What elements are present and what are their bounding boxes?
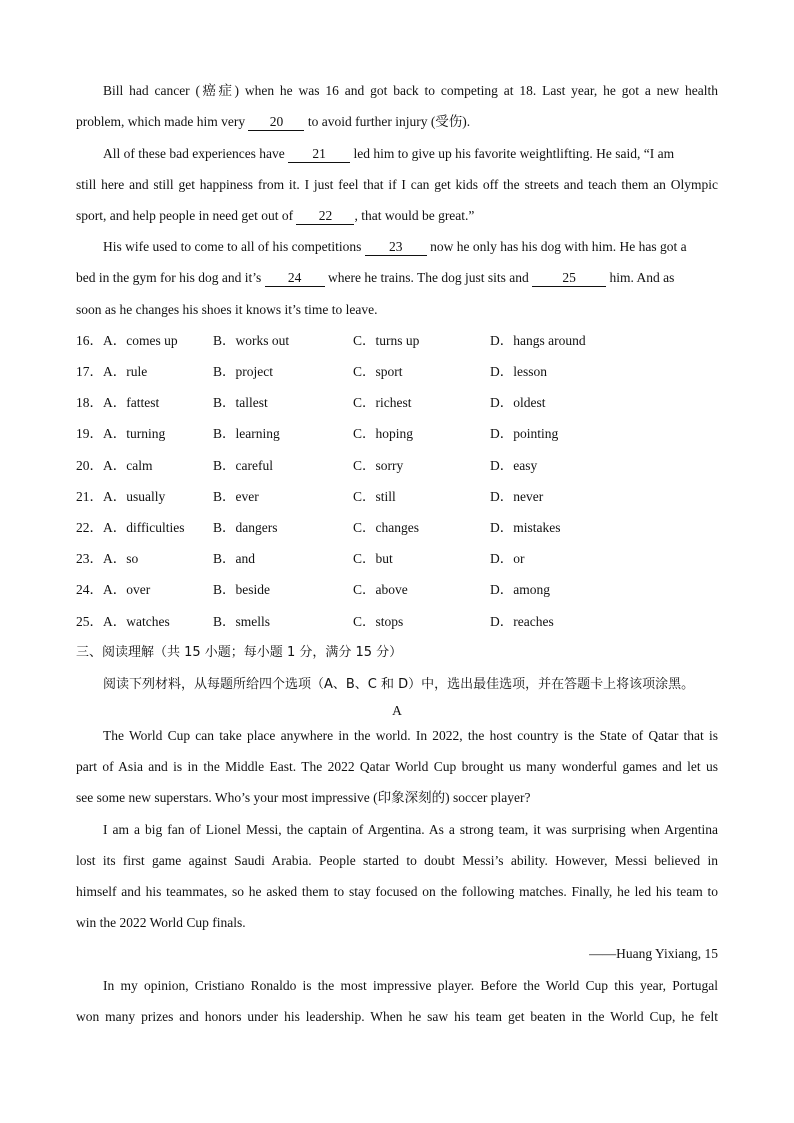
reading-line: [76, 851, 718, 871]
option-a[interactable]: 25．A．watches: [76, 614, 170, 629]
passage-line: [76, 300, 718, 320]
passage-text: to avoid further injury (受伤).: [304, 114, 471, 129]
option-a[interactable]: 22．A．difficulties: [76, 520, 185, 535]
blank-23: 23: [365, 239, 427, 256]
section-heading: 三、阅读理解（共 15 小题；每小题 1 分，满分 15 分）: [76, 645, 403, 660]
option-b[interactable]: B．learning: [213, 426, 280, 441]
option-c[interactable]: C．still: [353, 489, 396, 504]
passage-text: soon as he changes his shoes it knows it’s time to leave.: [76, 302, 378, 317]
option-a[interactable]: 16．A．comes up: [76, 333, 178, 348]
option-d[interactable]: D．pointing: [490, 426, 559, 441]
passage-text: problem, which made him very: [76, 114, 249, 129]
option-d[interactable]: D．lesson: [490, 364, 547, 379]
passage-text: still here and still get happiness from it. I just feel that if I can get kids off the streets and teach them an Olympic: [76, 177, 718, 192]
option-b[interactable]: B．careful: [213, 458, 273, 473]
reading-line: [103, 976, 718, 996]
passage-line: [103, 237, 718, 257]
option-b[interactable]: B．project: [213, 364, 273, 379]
option-c[interactable]: C．changes: [353, 520, 419, 535]
passage-text: His wife used to come to all of his competitions: [103, 239, 365, 254]
blank-22: 22: [296, 208, 354, 225]
reading-text: part of Asia and is in the Middle East. The 2022 Qatar World Cup brought us many wonderful games and let us: [76, 759, 718, 774]
reading-text: lost its first game against Saudi Arabia. People started to doubt Messi’s ability. However, Messi believed in: [76, 853, 718, 868]
reading-line: [103, 726, 718, 746]
passage-text: led him to give up his favorite weightlifting. He said, “I am: [350, 146, 675, 161]
option-b[interactable]: B．dangers: [213, 520, 278, 535]
reading-text: win the 2022 World Cup finals.: [76, 915, 246, 930]
option-b[interactable]: B．beside: [213, 582, 270, 597]
passage-text: him. And as: [606, 270, 675, 285]
author-signature: ——Huang Yixiang, 15: [589, 946, 718, 961]
option-a[interactable]: 21．A．usually: [76, 489, 166, 504]
option-d[interactable]: D．oldest: [490, 395, 546, 410]
reading-line: [76, 913, 718, 933]
option-c[interactable]: C．stops: [353, 614, 404, 629]
option-b[interactable]: B．works out: [213, 333, 290, 348]
reading-text: himself and his teammates, so he asked them to stay focused on the following matches. Finally, he led his team to: [76, 884, 718, 899]
option-c[interactable]: C．richest: [353, 395, 412, 410]
blank-25: 25: [532, 270, 606, 287]
option-a[interactable]: 19．A．turning: [76, 426, 166, 441]
option-c[interactable]: C．hoping: [353, 426, 414, 441]
reading-line: [76, 788, 718, 808]
passage-text: bed in the gym for his dog and it’s: [76, 270, 265, 285]
option-c[interactable]: C．above: [353, 582, 408, 597]
passage-line: [103, 81, 718, 101]
reading-text: won many prizes and honors under his leadership. When he saw his team get beaten in the World Cup, he felt: [76, 1009, 718, 1024]
reading-line: [76, 757, 718, 777]
blank-24: 24: [265, 270, 325, 287]
reading-text: I am a big fan of Lionel Messi, the captain of Argentina. As a strong team, it was surprising when Argentina: [103, 822, 718, 837]
passage-text: Bill had cancer (癌症) when he was 16 and got back to competing at 18. Last year, he got a new health: [103, 83, 718, 98]
option-d[interactable]: D．among: [490, 582, 550, 597]
part-label: A: [392, 703, 402, 718]
reading-line: [76, 882, 718, 902]
option-a[interactable]: 24．A．over: [76, 582, 151, 597]
option-b[interactable]: B．tallest: [213, 395, 268, 410]
reading-line: [76, 1007, 718, 1027]
option-b[interactable]: B．smells: [213, 614, 271, 629]
option-b[interactable]: B．ever: [213, 489, 259, 504]
option-a[interactable]: 17．A．rule: [76, 364, 148, 379]
reading-line: [103, 820, 718, 840]
reading-text: In my opinion, Cristiano Ronaldo is the most impressive player. Before the World Cup this year, Portugal: [103, 978, 718, 993]
option-d[interactable]: D．hangs around: [490, 333, 586, 348]
option-a[interactable]: 18．A．fattest: [76, 395, 160, 410]
passage-text: All of these bad experiences have: [103, 146, 289, 161]
section-instruction: 阅读下列材料，从每题所给四个选项（A、B、C 和 D）中，选出最佳选项，并在答题卡上将该项涂黑。: [103, 677, 695, 692]
passage-text: where he trains. The dog just sits and: [324, 270, 533, 285]
option-c[interactable]: C．turns up: [353, 333, 420, 348]
option-a[interactable]: 20．A．calm: [76, 458, 153, 473]
passage-line: [76, 206, 718, 226]
option-d[interactable]: D．reaches: [490, 614, 554, 629]
passage-text: sport, and help people in need get out of: [76, 208, 297, 223]
option-c[interactable]: C．but: [353, 551, 393, 566]
option-d[interactable]: D．easy: [490, 458, 538, 473]
blank-20: 20: [248, 114, 304, 131]
passage-text: now he only has his dog with him. He has got a: [426, 239, 687, 254]
option-d[interactable]: D．never: [490, 489, 544, 504]
option-d[interactable]: D．or: [490, 551, 525, 566]
reading-text: see some new superstars. Who’s your most impressive (印象深刻的) soccer player?: [76, 790, 531, 805]
passage-text: , that would be great.”: [354, 208, 475, 223]
option-a[interactable]: 23．A．so: [76, 551, 139, 566]
option-d[interactable]: D．mistakes: [490, 520, 561, 535]
passage-line: [76, 268, 718, 288]
passage-line: [103, 144, 718, 164]
passage-line: [76, 175, 718, 195]
blank-21: 21: [288, 146, 350, 163]
option-b[interactable]: B．and: [213, 551, 255, 566]
option-c[interactable]: C．sorry: [353, 458, 404, 473]
option-c[interactable]: C．sport: [353, 364, 403, 379]
passage-line: [76, 112, 718, 132]
reading-text: The World Cup can take place anywhere in the world. In 2022, the host country is the State of Qatar that is: [103, 728, 718, 743]
